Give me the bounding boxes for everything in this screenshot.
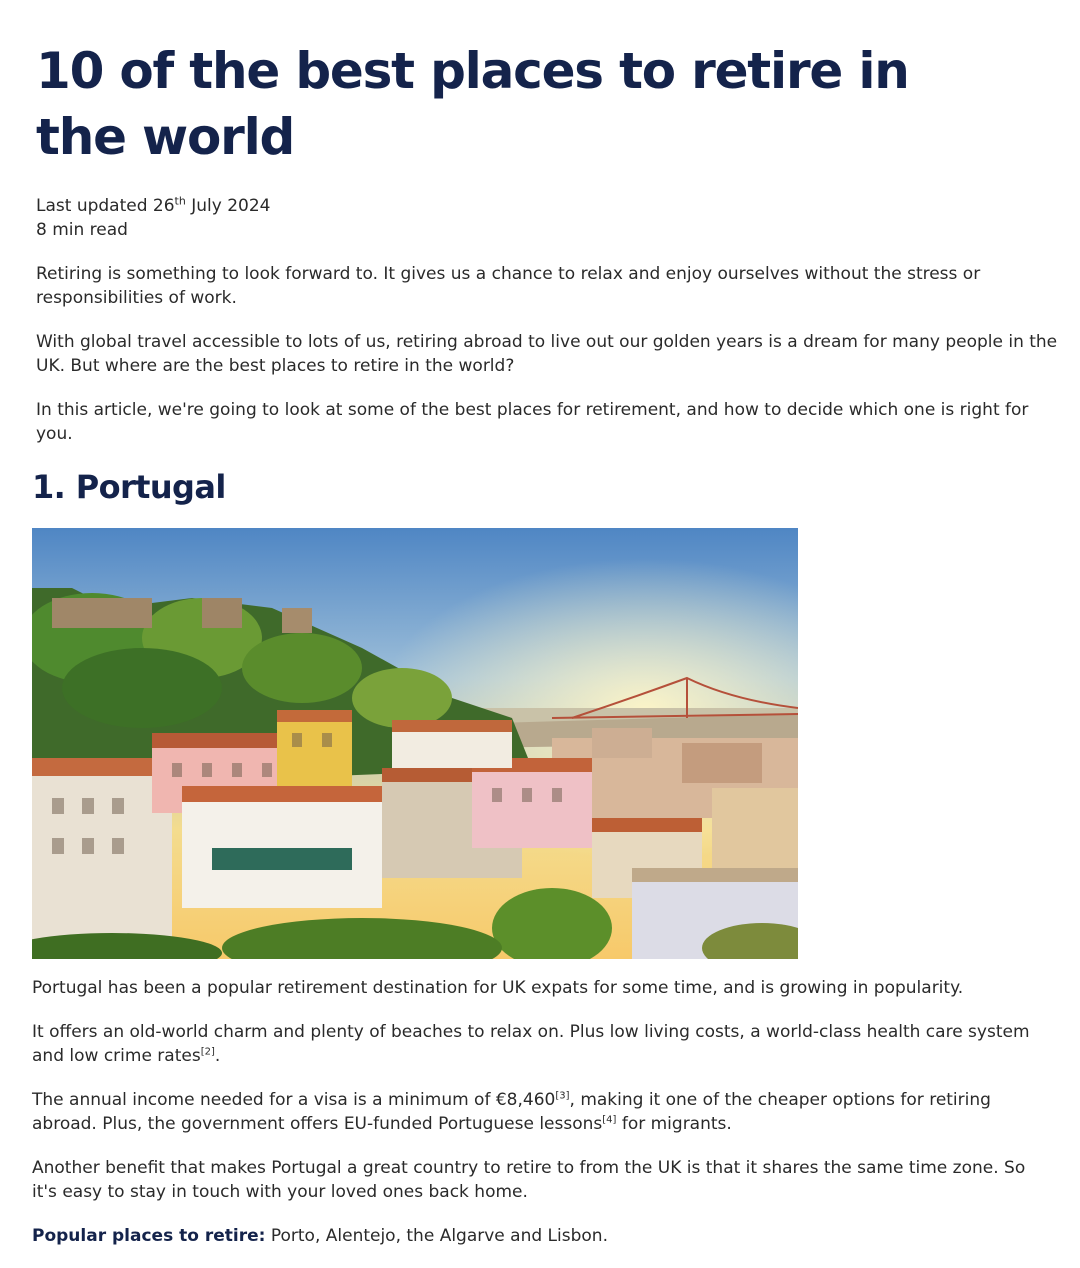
- paragraph: Another benefit that makes Portugal a great country to retire to from the UK is that it shares the same time zone. So it's easy to stay in touch with your loved ones back home.: [32, 1158, 1026, 1202]
- reference-link[interactable]: [2]: [200, 1046, 215, 1058]
- lisbon-photo: [32, 528, 798, 959]
- section-heading-portugal: 1. Portugal: [32, 468, 226, 506]
- read-time: 8 min read: [36, 220, 128, 240]
- reference-link[interactable]: [3]: [555, 1090, 570, 1102]
- intro-paragraph: In this article, we're going to look at some of the best places for retirement, and how to decide which one is right for you.: [36, 400, 1029, 444]
- intro-paragraph: With global travel accessible to lots of us, retiring abroad to live out our golden years is a dream for many people in the UK. But where are the best places to retire in the world?: [36, 332, 1058, 376]
- paragraph: It offers an old-world charm and plenty of beaches to relax on. Plus low living costs, a world-class health care system and low crime rates[2].: [32, 1022, 1030, 1066]
- article-title: 10 of the best places to retire in the world: [36, 42, 909, 166]
- popular-places-label: Popular places to retire:: [32, 1226, 266, 1246]
- paragraph: Portugal has been a popular retirement destination for UK expats for some time, and is growing in popularity.: [32, 978, 964, 998]
- last-updated: Last updated 26th July 2024: [36, 194, 271, 216]
- reference-link[interactable]: [4]: [602, 1114, 617, 1126]
- intro-paragraph: Retiring is something to look forward to. It gives us a chance to relax and enjoy ourselves without the stress or responsibilities of work.: [36, 264, 981, 308]
- section-body-portugal: [32, 976, 1052, 1268]
- popular-places: [32, 1224, 1052, 1248]
- article-meta: [36, 194, 1066, 242]
- paragraph: The annual income needed for a visa is a minimum of €8,460[3], making it one of the cheaper options for retiring abroad. Plus, the government offers EU-funded Portuguese lessons[4] for migrants.: [32, 1090, 991, 1134]
- intro: [36, 262, 1066, 446]
- popular-places-value: Porto, Alentejo, the Algarve and Lisbon.: [265, 1226, 608, 1246]
